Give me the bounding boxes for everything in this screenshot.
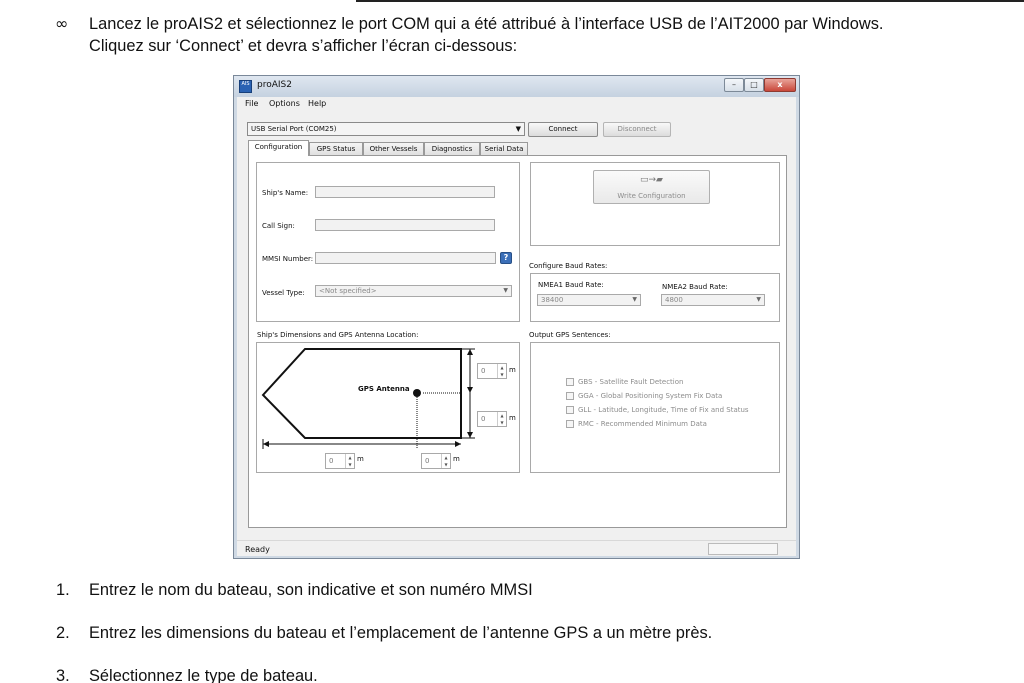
output-sentences-title: Output GPS Sentences:: [529, 331, 611, 339]
bullet-infinity-icon: ∞: [55, 14, 69, 33]
menu-bar: [237, 97, 796, 112]
nmea2-value: 4800: [665, 296, 683, 304]
spinner-arrows-icon: ▲ ▼: [497, 412, 506, 426]
intro-line-2: Cliquez sur ‘Connect’ et devra s’afficher l’écran ci-dessous:: [89, 37, 518, 55]
com-port-value: USB Serial Port (COM25): [251, 125, 337, 133]
rmc-checkbox[interactable]: [566, 420, 574, 428]
write-config-group: [530, 162, 780, 246]
call-sign-label: Call Sign:: [262, 222, 295, 230]
spinner-arrows-icon: ▲ ▼: [345, 454, 354, 468]
step-text: Entrez les dimensions du bateau et l’emplacement de l’antenne GPS a un mètre près.: [89, 624, 713, 642]
chevron-down-icon: ▼: [503, 287, 508, 294]
status-bar: [237, 540, 796, 556]
minimize-button[interactable]: –: [724, 78, 744, 92]
nmea2-label: NMEA2 Baud Rate:: [662, 283, 728, 291]
intro-line-1: Lancez le proAIS2 et sélectionnez le port COM qui a été attribué à l’interface USB de l’AIT2000 par Windows.: [89, 15, 884, 33]
step-number: 2.: [56, 624, 70, 642]
unit-label: m: [509, 414, 516, 422]
write-device-icon: ▭→▰: [640, 175, 663, 185]
step-text: Entrez le nom du bateau, son indicative et son numéro MMSI: [89, 581, 533, 599]
nmea1-value: 38400: [541, 296, 564, 304]
dimension-c-value: 0: [329, 457, 334, 465]
maximize-button[interactable]: □: [744, 78, 764, 92]
step-number: 1.: [56, 581, 70, 599]
baud-rates-title: Configure Baud Rates:: [529, 262, 608, 270]
mmsi-label: MMSI Number:: [262, 255, 314, 263]
spinner-arrows-icon: ▲ ▼: [441, 454, 450, 468]
dimension-b-spinner[interactable]: [477, 411, 507, 427]
dimension-c-spinner[interactable]: [325, 453, 355, 469]
dimensions-group: [256, 342, 520, 473]
menu-options[interactable]: Options: [269, 99, 300, 108]
dimension-a-value: 0: [481, 367, 486, 375]
rmc-label: RMC - Recommended Minimum Data: [578, 420, 707, 428]
chevron-down-icon: ▼: [756, 296, 761, 303]
window-title: proAIS2: [257, 80, 292, 90]
proais2-window: [233, 75, 800, 559]
chevron-down-icon: ▼: [632, 296, 637, 303]
menu-file[interactable]: File: [245, 99, 259, 108]
intro-paragraph: [89, 13, 1011, 57]
gga-label: GGA - Global Positioning System Fix Data: [578, 392, 723, 400]
vessel-type-value: <Not specified>: [319, 287, 377, 295]
window-client: [237, 97, 796, 556]
gbs-checkbox[interactable]: [566, 378, 574, 386]
vessel-info-group: [256, 162, 520, 322]
status-text: Ready: [245, 545, 270, 554]
call-sign-input[interactable]: [315, 219, 495, 231]
gll-checkbox[interactable]: [566, 406, 574, 414]
chevron-down-icon: ▼: [515, 125, 521, 133]
unit-label: m: [453, 455, 460, 463]
dimension-a-spinner[interactable]: [477, 363, 507, 379]
configuration-panel: [248, 155, 787, 528]
tab-gps-status[interactable]: GPS Status: [309, 142, 363, 155]
connect-button[interactable]: Connect: [528, 122, 598, 137]
output-sentences-group: [530, 342, 780, 473]
nmea1-select[interactable]: [537, 294, 641, 306]
close-button[interactable]: x: [764, 78, 796, 92]
disconnect-button[interactable]: Disconnect: [603, 122, 671, 137]
ships-name-label: Ship's Name:: [262, 189, 309, 197]
write-configuration-button[interactable]: [593, 170, 710, 204]
title-bar: [234, 76, 799, 97]
dimension-d-value: 0: [425, 457, 430, 465]
ships-name-input[interactable]: [315, 186, 495, 198]
help-icon[interactable]: ?: [500, 252, 512, 264]
write-configuration-label: Write Configuration: [617, 192, 686, 200]
tab-other-vessels[interactable]: Other Vessels: [363, 142, 424, 155]
gga-checkbox[interactable]: [566, 392, 574, 400]
dimensions-title: Ship's Dimensions and GPS Antenna Location:: [257, 331, 419, 339]
dimension-d-spinner[interactable]: [421, 453, 451, 469]
gbs-label: GBS - Satellite Fault Detection: [578, 378, 684, 386]
dimension-b-value: 0: [481, 415, 486, 423]
spinner-arrows-icon: ▲ ▼: [497, 364, 506, 378]
tab-serial-data[interactable]: Serial Data: [480, 142, 528, 155]
vessel-type-label: Vessel Type:: [262, 289, 305, 297]
menu-help[interactable]: Help: [308, 99, 327, 108]
step-number: 3.: [56, 667, 70, 683]
step-text: Sélectionnez le type de bateau.: [89, 667, 318, 683]
baud-rates-group: [530, 273, 780, 322]
gps-antenna-label: GPS Antenna: [358, 385, 410, 393]
vessel-type-select[interactable]: [315, 285, 512, 297]
nmea2-select[interactable]: [661, 294, 765, 306]
gll-label: GLL - Latitude, Longitude, Time of Fix and Status: [578, 406, 749, 414]
nmea1-label: NMEA1 Baud Rate:: [538, 281, 604, 289]
tab-configuration[interactable]: Configuration: [248, 140, 309, 156]
status-progress-box: [708, 543, 778, 555]
unit-label: m: [509, 366, 516, 374]
mmsi-input[interactable]: [315, 252, 496, 264]
page-top-rule: [356, 0, 1024, 2]
tab-diagnostics[interactable]: Diagnostics: [424, 142, 480, 155]
unit-label: m: [357, 455, 364, 463]
com-port-select[interactable]: [247, 122, 525, 136]
app-icon: AIS: [239, 80, 252, 93]
